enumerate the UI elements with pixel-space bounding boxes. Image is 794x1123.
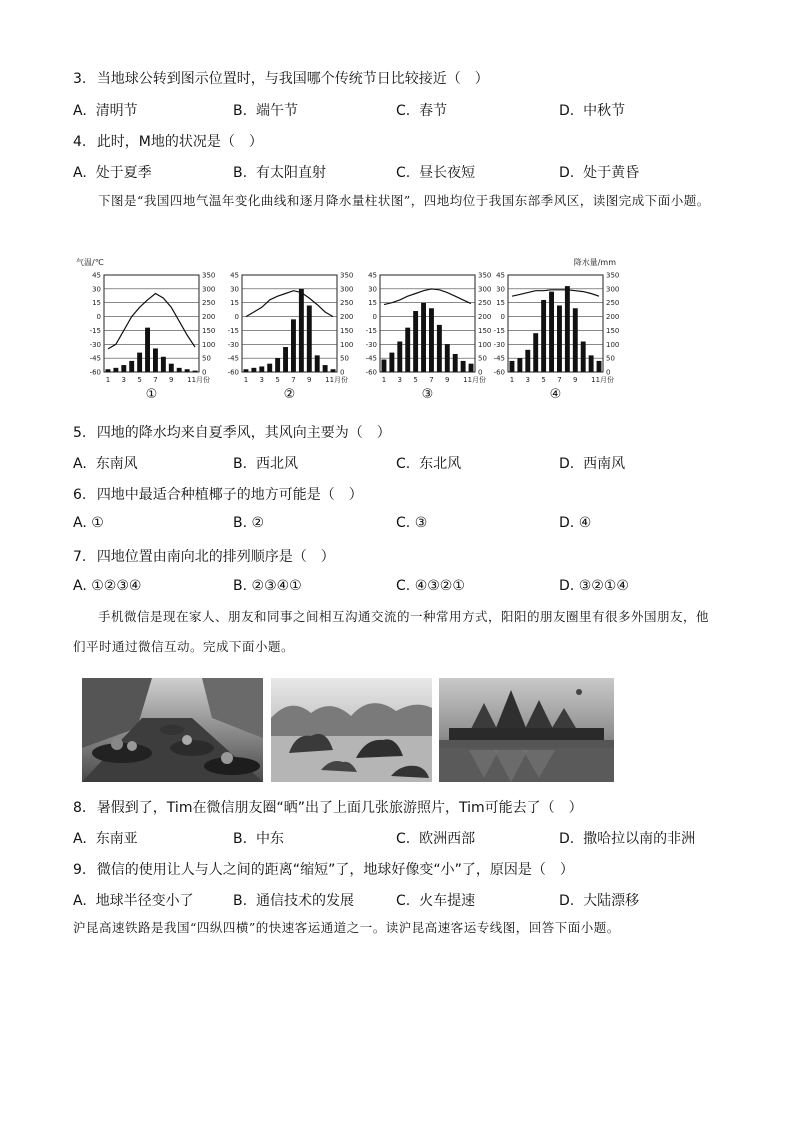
intro-wechat: 手机微信是现在家人、朋友和同事之间相互沟通交流的一种常用方式，阳阳的朋友圈里有很多外国朋友，他们平时通过微信互动。完成下面小题。	[73, 609, 710, 654]
precip-bar	[453, 354, 458, 372]
precip-tick-label: 0	[606, 368, 611, 377]
precip-bar	[291, 319, 296, 372]
temp-tick-label: -60	[493, 368, 505, 377]
temp-tick-label: 15	[496, 299, 505, 308]
option-a[interactable]: A. ①②③④	[73, 578, 142, 594]
precip-bar	[193, 371, 198, 372]
precip-bar	[421, 303, 426, 372]
precip-bar	[307, 305, 312, 372]
precip-tick-label: 150	[340, 326, 354, 335]
precip-bar	[251, 368, 256, 372]
precip-tick-label: 200	[606, 313, 620, 322]
precip-bar	[589, 355, 594, 372]
precip-tick-label: 150	[478, 326, 492, 335]
question-text: 四地的降水均来自夏季风，其风向主要为（ ）	[96, 425, 391, 441]
x-tick-label: 1	[381, 376, 387, 384]
precip-bar	[113, 368, 118, 372]
precip-bar	[557, 305, 562, 372]
question-number: 6.	[73, 487, 87, 503]
x-tick-label: 11月份	[187, 376, 211, 384]
precip-tick-label: 250	[202, 299, 216, 308]
chart-number-label: ①	[145, 387, 158, 402]
precip-tick-label: 100	[478, 340, 492, 349]
temp-tick-label: -15	[493, 326, 505, 335]
temp-tick-label: 30	[92, 285, 101, 294]
x-tick-label: 7	[557, 376, 562, 384]
precip-bar	[413, 311, 418, 372]
options-9	[73, 890, 753, 908]
temp-tick-label: 0	[500, 313, 505, 322]
option-c[interactable]: C. ④③②①	[396, 578, 465, 594]
floating-market-image	[82, 678, 263, 782]
temp-tick-label: -30	[365, 340, 377, 349]
x-tick-label: 11月份	[463, 376, 487, 384]
precip-bar	[565, 286, 570, 372]
temp-tick-label: -30	[227, 340, 239, 349]
precip-tick-label: 250	[340, 299, 354, 308]
temp-tick-label: -45	[365, 354, 377, 363]
x-tick-label: 1	[243, 376, 249, 384]
option-b[interactable]: B. ②	[233, 515, 265, 531]
temp-tick-label: -30	[493, 340, 505, 349]
option-c[interactable]: C. 欧洲西部	[396, 831, 476, 847]
options-7	[73, 578, 753, 596]
precip-bar	[259, 366, 264, 372]
question-number: 8.	[73, 800, 87, 816]
karst-bay-image	[271, 678, 432, 782]
x-tick-label: 5	[413, 376, 418, 384]
option-a[interactable]: A. 处于夏季	[73, 165, 152, 181]
x-tick-label: 9	[573, 376, 578, 384]
precip-axis-title: 降水量/mm	[573, 258, 616, 267]
precip-bar	[275, 358, 280, 372]
precip-bar	[541, 300, 546, 372]
options-3	[73, 100, 753, 118]
temp-tick-label: -45	[493, 354, 505, 363]
option-a[interactable]: A. 东南亚	[73, 831, 138, 847]
option-b[interactable]: B. 端午节	[233, 103, 298, 119]
temp-tick-label: 15	[368, 299, 377, 308]
precip-bar	[525, 350, 530, 372]
temp-tick-label: -60	[89, 368, 101, 377]
precip-tick-label: 0	[340, 368, 345, 377]
precip-bar	[145, 328, 150, 372]
temp-tick-label: 45	[230, 271, 239, 280]
x-tick-label: 9	[307, 376, 312, 384]
option-a[interactable]: A. 东南风	[73, 456, 138, 472]
option-d[interactable]: D. 中秋节	[559, 103, 626, 119]
temp-tick-label: 0	[96, 313, 101, 322]
option-b[interactable]: B. 西北风	[233, 456, 298, 472]
x-tick-label: 1	[509, 376, 515, 384]
precip-tick-label: 100	[340, 340, 354, 349]
temp-tick-label: -45	[89, 354, 101, 363]
question-3	[73, 68, 489, 88]
question-7	[73, 546, 335, 566]
option-d[interactable]: D. ③②①④	[559, 578, 629, 594]
x-tick-label: 3	[525, 376, 531, 384]
photo-temple	[439, 678, 614, 782]
question-number: 5.	[73, 425, 87, 441]
temp-tick-label: 0	[372, 313, 377, 322]
temp-tick-label: 15	[230, 299, 239, 308]
precip-bar	[153, 348, 158, 372]
question-5	[73, 422, 391, 442]
precip-tick-label: 350	[478, 271, 492, 280]
temp-tick-label: -30	[89, 340, 101, 349]
option-c[interactable]: C. ③	[396, 515, 428, 531]
chart-frame	[242, 275, 337, 372]
precip-bar	[405, 328, 410, 372]
precip-bar	[185, 369, 190, 372]
precip-tick-label: 350	[606, 271, 620, 280]
option-c[interactable]: C. 昼长夜短	[396, 165, 476, 181]
chart-number-label: ③	[421, 387, 434, 402]
precip-tick-label: 300	[478, 285, 492, 294]
precip-tick-label: 50	[478, 354, 487, 363]
options-4	[73, 162, 753, 180]
question-6	[73, 484, 363, 504]
option-b[interactable]: B. 有太阳直射	[233, 165, 326, 181]
option-c[interactable]: C. 东北风	[396, 456, 462, 472]
precip-bar	[323, 365, 328, 372]
temperature-line	[384, 289, 471, 305]
option-c[interactable]: C. 春节	[396, 103, 448, 119]
precip-bar	[299, 289, 304, 372]
x-tick-label: 3	[259, 376, 265, 384]
precip-bar	[161, 357, 166, 372]
precip-bar	[445, 344, 450, 372]
precip-tick-label: 300	[606, 285, 620, 294]
precip-tick-label: 200	[202, 313, 216, 322]
x-tick-label: 7	[291, 376, 296, 384]
precip-bar	[469, 364, 474, 372]
temp-tick-label: 30	[230, 285, 239, 294]
intro-rail: 沪昆高速铁路是我国“四纵四横”的快速客运通道之一。读沪昆高速客运专线图，回答下面小题。	[73, 920, 620, 935]
precip-bar	[129, 361, 134, 372]
question-text: 当地球公转到图示位置时，与我国哪个传统节日比较接近（ ）	[96, 71, 489, 87]
precip-bar	[581, 342, 586, 372]
temp-tick-label: -15	[227, 326, 239, 335]
photo-karst-bay	[271, 678, 432, 782]
intro-climate: 下图是“我国四地气温年变化曲线和逐月降水量柱状图”，四地均位于我国东部季风区，读图完成下面小题。	[98, 193, 710, 208]
temp-tick-label: -60	[365, 368, 377, 377]
temp-tick-label: 45	[496, 271, 505, 280]
precip-tick-label: 300	[340, 285, 354, 294]
temp-axis-title: 气温/℃	[76, 258, 104, 267]
precip-tick-label: 200	[478, 313, 492, 322]
precip-bar	[389, 353, 394, 372]
temp-tick-label: 0	[234, 313, 239, 322]
x-tick-label: 3	[397, 376, 403, 384]
option-a[interactable]: A. 清明节	[73, 103, 138, 119]
precip-tick-label: 350	[340, 271, 354, 280]
precip-bar	[549, 292, 554, 372]
precip-bar	[517, 358, 522, 372]
precip-bar	[121, 365, 126, 372]
question-number: 3.	[73, 71, 87, 87]
option-b[interactable]: B. 中东	[233, 831, 284, 847]
chart-number-label: ②	[283, 387, 296, 402]
temp-tick-label: 30	[368, 285, 377, 294]
climate-charts-svg	[76, 255, 620, 405]
x-tick-label: 7	[153, 376, 158, 384]
precip-bar	[169, 364, 174, 372]
precip-bar	[597, 361, 602, 372]
temperature-line	[108, 294, 195, 349]
option-a[interactable]: A. 地球半径变小了	[73, 893, 194, 909]
question-text: 四地位置由南向北的排列顺序是（ ）	[96, 549, 335, 565]
precip-bar	[510, 361, 515, 372]
temp-tick-label: -45	[227, 354, 239, 363]
precip-bar	[429, 308, 434, 372]
precip-tick-label: 100	[202, 340, 216, 349]
temp-tick-label: 45	[368, 271, 377, 280]
option-d[interactable]: D. 处于黄昏	[559, 165, 640, 181]
precip-bar	[382, 360, 387, 372]
x-tick-label: 5	[137, 376, 142, 384]
precip-tick-label: 250	[478, 299, 492, 308]
option-d[interactable]: D. 撒哈拉以南的非洲	[559, 831, 696, 847]
precip-bar	[177, 368, 182, 372]
chart-number-label: ④	[549, 387, 562, 402]
precip-tick-label: 50	[202, 354, 211, 363]
precip-tick-label: 0	[478, 368, 483, 377]
temp-tick-label: -15	[89, 326, 101, 335]
precip-tick-label: 150	[606, 326, 620, 335]
x-tick-label: 9	[169, 376, 174, 384]
question-text: 微信的使用让人与人之间的距离“缩短”了，地球好像变“小”了，原因是（ ）	[96, 862, 574, 878]
option-d[interactable]: D. 西南风	[559, 456, 626, 472]
question-text: 四地中最适合种植椰子的地方可能是（ ）	[96, 487, 363, 503]
precip-bar	[437, 325, 442, 372]
option-b[interactable]: B. ②③④①	[233, 578, 302, 594]
photo-floating-market	[82, 678, 263, 782]
temp-tick-label: 15	[92, 299, 101, 308]
precip-bar	[461, 361, 466, 372]
question-number: 4.	[73, 134, 87, 150]
options-6	[73, 515, 753, 533]
precip-bar	[573, 308, 578, 372]
precip-bar	[283, 347, 288, 372]
question-text: 此时，M地的状况是（ ）	[96, 134, 263, 150]
climate-charts	[76, 255, 620, 405]
temperature-line	[246, 291, 333, 317]
question-4	[73, 131, 263, 151]
precip-bar	[106, 369, 111, 372]
option-b[interactable]: B. 通信技术的发展	[233, 893, 354, 909]
temperature-line	[512, 290, 599, 296]
question-9	[73, 859, 574, 879]
precip-bar	[331, 369, 336, 372]
precip-tick-label: 50	[340, 354, 349, 363]
options-8	[73, 828, 753, 846]
precip-tick-label: 300	[202, 285, 216, 294]
precip-bar	[315, 355, 320, 372]
option-d[interactable]: D. 大陆漂移	[559, 893, 640, 909]
x-tick-label: 9	[445, 376, 450, 384]
chart-frame	[104, 275, 199, 372]
precip-tick-label: 200	[340, 313, 354, 322]
temp-tick-label: 45	[92, 271, 101, 280]
question-text: 暑假到了，Tim在微信朋友圈“晒”出了上面几张旅游照片，Tim可能去了（ ）	[96, 800, 583, 816]
precip-tick-label: 100	[606, 340, 620, 349]
temp-tick-label: 30	[496, 285, 505, 294]
temp-tick-label: -15	[365, 326, 377, 335]
question-number: 9.	[73, 862, 87, 878]
precip-tick-label: 0	[202, 368, 207, 377]
precip-tick-label: 350	[202, 271, 216, 280]
x-tick-label: 1	[105, 376, 111, 384]
options-5	[73, 453, 753, 471]
precip-bar	[267, 364, 272, 372]
precip-bar	[533, 333, 538, 372]
temp-tick-label: -60	[227, 368, 239, 377]
question-number: 7.	[73, 549, 87, 565]
precip-bar	[397, 342, 402, 372]
question-8	[73, 797, 583, 817]
x-tick-label: 11月份	[591, 376, 615, 384]
x-tick-label: 11月份	[325, 376, 349, 384]
precip-tick-label: 150	[202, 326, 216, 335]
option-c[interactable]: C. 火车提速	[396, 893, 476, 909]
x-tick-label: 5	[541, 376, 546, 384]
option-a[interactable]: A. ①	[73, 515, 104, 531]
temple-image	[439, 678, 614, 782]
precip-bar	[137, 353, 142, 372]
option-d[interactable]: D. ④	[559, 515, 592, 531]
precip-tick-label: 250	[606, 299, 620, 308]
x-tick-label: 3	[121, 376, 127, 384]
precip-tick-label: 50	[606, 354, 615, 363]
x-tick-label: 7	[429, 376, 434, 384]
precip-bar	[244, 369, 249, 372]
x-tick-label: 5	[275, 376, 280, 384]
